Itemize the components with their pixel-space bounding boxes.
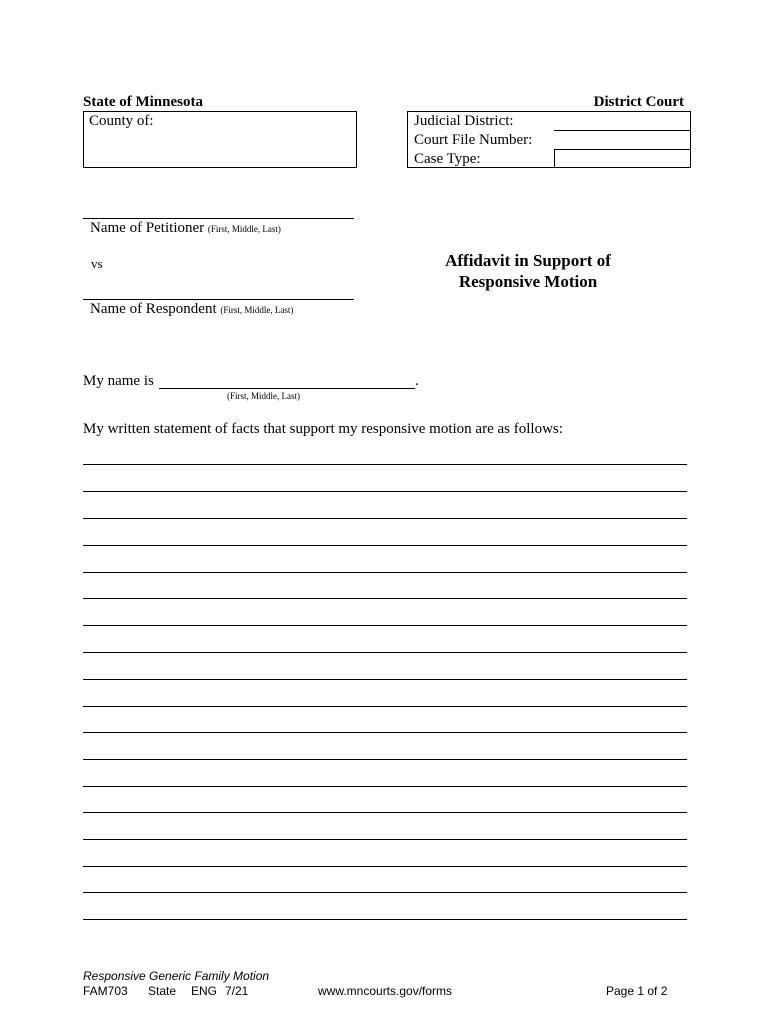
my-name-period: . [415,373,419,389]
footer-revision: 7/21 [225,984,249,998]
title-line-1: Affidavit in Support of [445,251,611,270]
statement-line[interactable] [83,598,687,599]
versus-text: vs [91,256,103,271]
case-type-divider [554,149,555,167]
my-name-prefix: My name is [83,373,154,389]
my-name-hint: (First, Middle, Last) [227,391,300,401]
statement-intro: My written statement of facts that support my responsive motion are as follows: [83,421,563,437]
footer-form-type: State [148,984,177,998]
respondent-label: Name of Respondent [90,301,217,317]
statement-line[interactable] [83,625,687,626]
statement-line[interactable] [83,759,687,760]
statement-line[interactable] [83,839,687,840]
statement-line[interactable] [83,812,687,813]
statement-line[interactable] [83,491,687,492]
footer-form-code: FAM703 [83,984,128,998]
document-title [412,250,644,292]
petitioner-label-row [90,220,281,237]
statement-line[interactable] [83,652,687,653]
statement-line[interactable] [83,919,687,920]
court-file-number-field[interactable] [554,149,690,150]
footer-page-number: Page 1 of 2 [606,984,668,998]
case-info-box [407,111,691,168]
judicial-district-label: Judicial District: [414,113,514,129]
petitioner-name-field[interactable] [83,218,354,219]
footer-url[interactable]: www.mncourts.gov/forms [318,984,453,998]
respondent-hint: (First, Middle, Last) [220,305,294,315]
footer-language: ENG [191,984,218,998]
judicial-district-field[interactable] [554,130,690,131]
statement-line[interactable] [83,706,687,707]
statement-line[interactable] [83,572,687,573]
statement-line[interactable] [83,545,687,546]
county-label: County of: [89,113,154,129]
footer-form-title: Responsive Generic Family Motion [83,969,270,983]
title-line-2: Responsive Motion [458,272,598,291]
respondent-name-field[interactable] [83,299,354,300]
statement-line[interactable] [83,518,687,519]
statement-line[interactable] [83,786,687,787]
case-type-label: Case Type: [414,151,481,167]
statement-line[interactable] [83,866,687,867]
statement-line[interactable] [83,679,687,680]
state-heading: State of Minnesota [83,94,203,110]
county-box [83,111,357,168]
petitioner-hint: (First, Middle, Last) [207,224,281,234]
statement-line[interactable] [83,892,687,893]
court-file-number-label: Court File Number: [414,132,533,148]
my-name-field[interactable] [159,388,415,389]
court-heading: District Court [593,94,684,110]
respondent-label-row [90,301,293,318]
statement-line[interactable] [83,464,687,465]
petitioner-label: Name of Petitioner [90,220,205,236]
statement-line[interactable] [83,732,687,733]
